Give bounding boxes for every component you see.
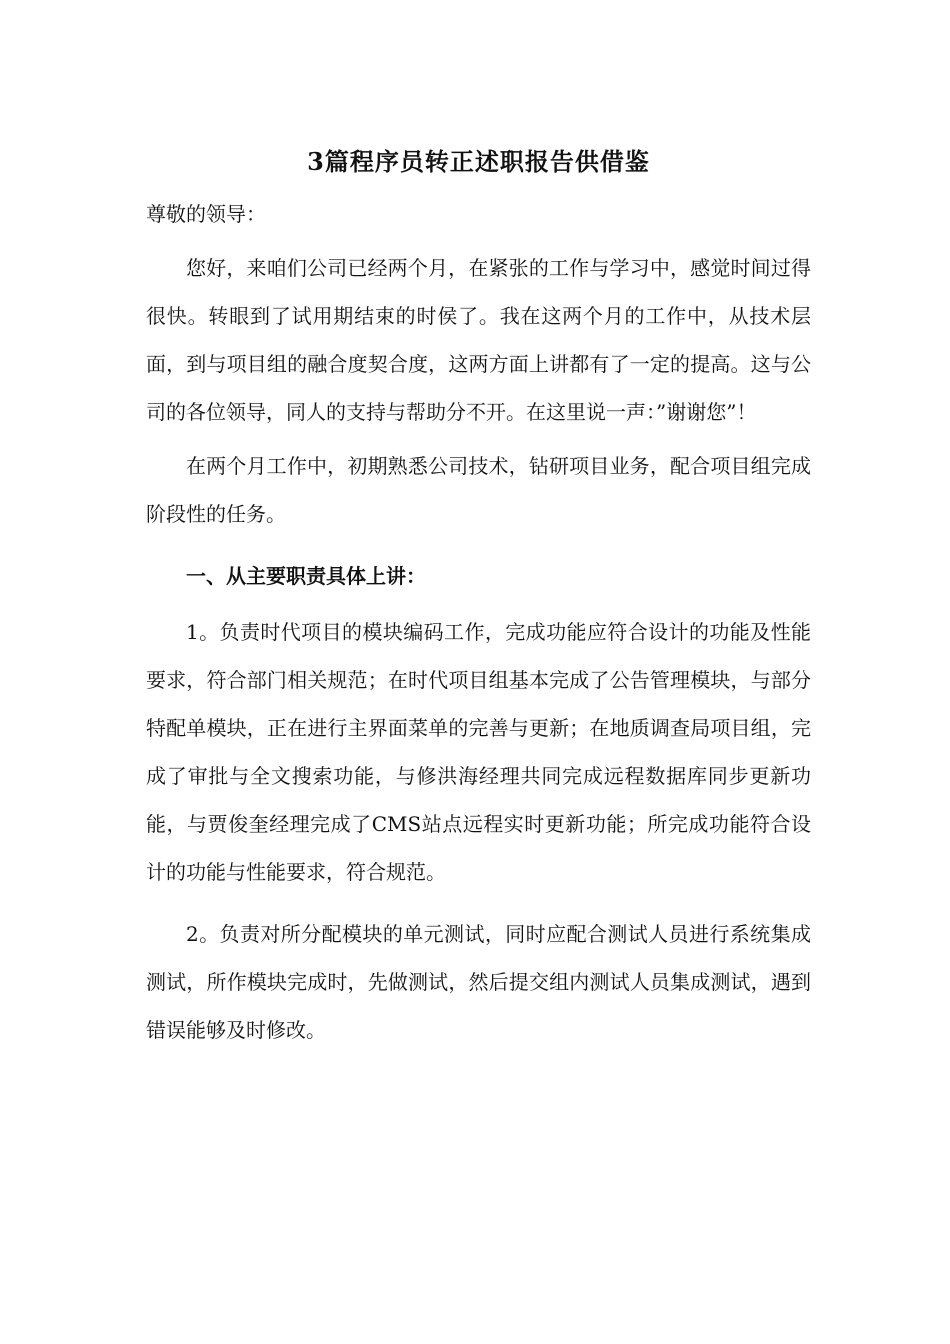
document-title: 3篇程序员转正述职报告供借鉴	[307, 147, 650, 176]
list-item-duty-2: 2。负责对所分配模块的单元测试，同时应配合测试人员进行系统集成测试，所作模块完成时，先做测试，然后提交组内测试人员集成测试，遇到错误能够及时修改。	[146, 922, 811, 1042]
paragraph-intro: 您好，来咱们公司已经两个月，在紧张的工作与学习中，感觉时间过得很快。转眼到了试用期结束的时侯了。我在这两个月的工作中，从技术层面，到与项目组的融合度契合度，这两方面上讲都有了一定的提高。这与公司的各位领导，同人的支持与帮助分不开。在这里说一声：”谢谢您”！	[146, 256, 811, 424]
paragraph-overview: 在两个月工作中，初期熟悉公司技术，钻研项目业务，配合项目组完成阶段性的任务。	[146, 454, 811, 526]
section-heading: 一、从主要职责具体上讲：	[186, 564, 426, 588]
greeting-line: 尊敬的领导：	[146, 202, 266, 226]
list-item-duty-1: 1。负责时代项目的模块编码工作，完成功能应符合设计的功能及性能要求，符合部门相关规范；在时代项目组基本完成了公告管理模块，与部分特配单模块，正在进行主界面菜单的完善与更新；在地质调查局项目组，完成了审批与全文搜索功能，与修洪海经理共同完成远程数据库同步更新功能，与贾俊奎经理完成了CMS站点远程实时更新功能；所完成功能符合设计的功能与性能要求，符合规范。	[146, 620, 811, 884]
document-body	[146, 140, 811, 1060]
